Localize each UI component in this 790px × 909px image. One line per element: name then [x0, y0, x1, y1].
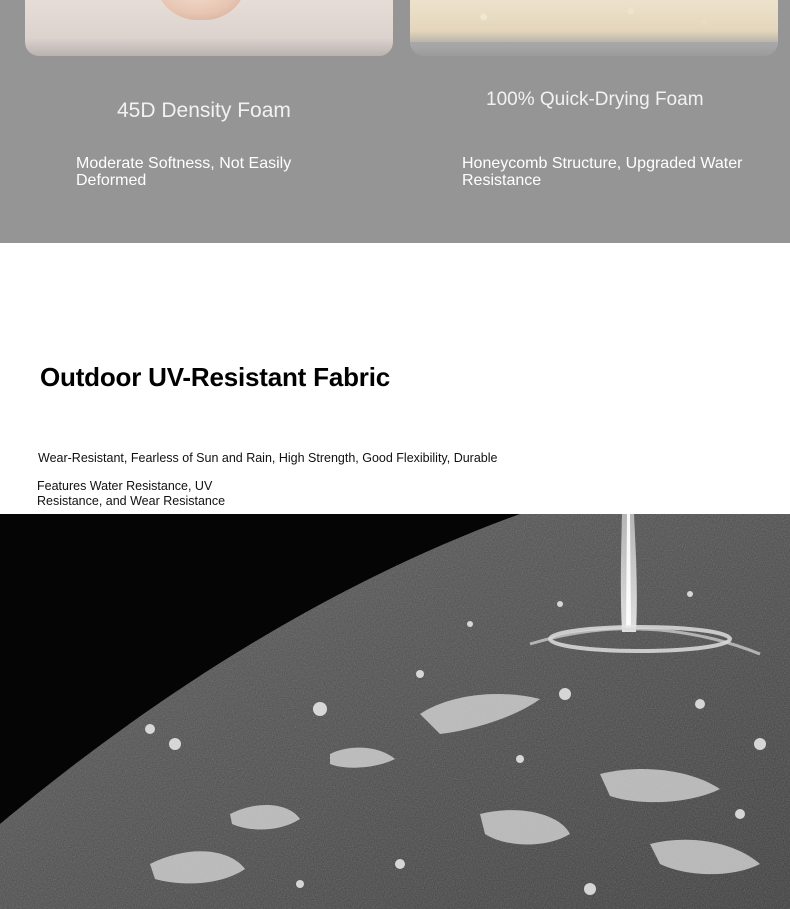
finger-pressing-image	[155, 0, 247, 20]
quick-dry-foam-photo	[410, 0, 778, 56]
fabric-section-subtitle: Wear-Resistant, Fearless of Sun and Rain, High Strength, Good Flexibility, Durable	[38, 451, 498, 465]
feature-band	[0, 0, 790, 243]
fabric-section-note: Features Water Resistance, UV Resistance, and Wear Resistance	[37, 479, 226, 508]
feature-title-quick-drying-foam: 100% Quick-Drying Foam	[486, 89, 704, 110]
waterproof-fabric-photo	[0, 514, 790, 909]
feature-desc-density-foam: Moderate Softness, Not Easily Deformed	[76, 155, 292, 189]
fabric-section-title: Outdoor UV-Resistant Fabric	[40, 362, 390, 392]
feature-title-density-foam: 45D Density Foam	[117, 99, 291, 122]
foam-photo	[25, 0, 393, 56]
feature-desc-quick-drying-foam: Honeycomb Structure, Upgraded Water Resistance	[462, 155, 743, 189]
fabric-illustration	[0, 514, 790, 909]
